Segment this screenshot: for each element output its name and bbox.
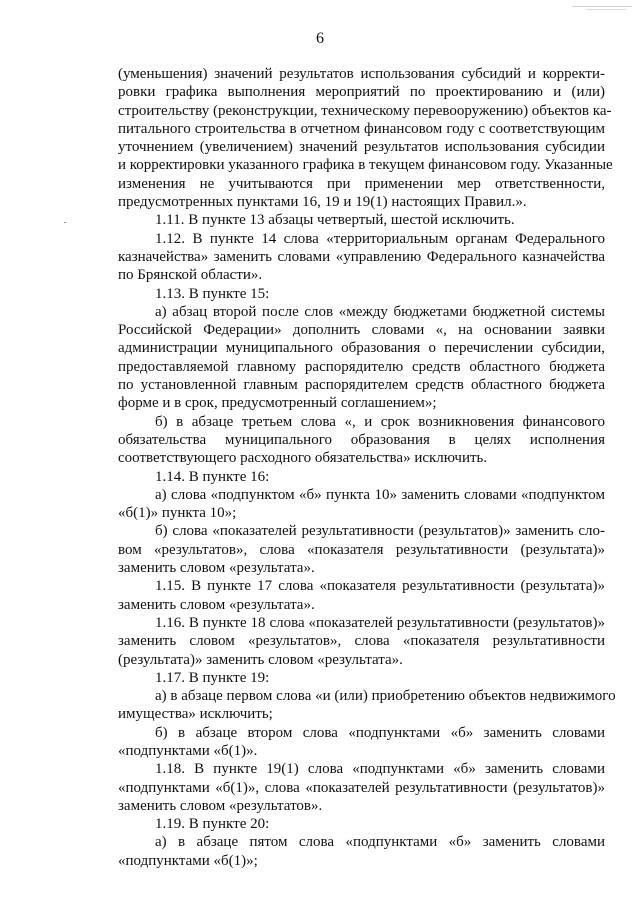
text-line: обязательства муниципального образования в целях исполнения (118, 431, 605, 448)
text-line: «подпунктами «б(1)»; (118, 852, 258, 869)
text-line: вом «результатов», слова «показателя результативности (результата)» (118, 541, 605, 558)
text-line: и корректировки указанного графика в текущем финансовом году. Указанные (118, 157, 613, 174)
text-line: заменить словом «результата». (118, 560, 315, 577)
text-line: ровки графика выполнения мероприятий по проектированию и (или) (118, 84, 605, 101)
text-line: 1.15. В пункте 17 слова «показателя результативности (результата)» (155, 578, 605, 595)
text-line: а) абзац второй после слов «между бюджетами бюджетной системы (155, 303, 605, 320)
text-line: а) в абзаце первом слова «и (или) приобретению объектов недвижимого (155, 688, 616, 705)
text-line: заменить словом «результата». (118, 596, 315, 613)
text-line: а) в абзаце пятом слова «подпунктами «б» заменить словами (155, 834, 605, 851)
text-line: заменить словом «результатов», слова «показателя результативности (118, 633, 605, 650)
scan-speck (64, 222, 66, 223)
text-line: уточнением (увеличением) значений результатов использования субсидии (118, 139, 605, 156)
text-line: б) в абзаце втором слова «подпунктами «б» заменить словами (155, 724, 605, 741)
document-body (118, 65, 616, 870)
text-line: 1.18. В пункте 19(1) слова «подпунктами «б» заменить словами (155, 761, 605, 778)
text-line: Российской Федерации» дополнить словами «, на основании заявки (118, 322, 605, 339)
scan-edge-mark (586, 9, 626, 10)
text-line: а) слова «подпунктом «б» пункта 10» заменить словами «подпунктом (155, 486, 605, 503)
text-line: имущества» исключить; (118, 706, 273, 723)
text-line: (уменьшения) значений результатов использования субсидий и корректи- (118, 66, 605, 82)
text-line: по установленной главным распорядителем средств областного бюджета (118, 377, 605, 394)
text-line: предоставляемой главному распорядителю средств областного бюджета (118, 358, 605, 375)
text-line: 1.19. В пункте 20: (155, 816, 270, 833)
text-line: строительству (реконструкции, техническому перевооружению) объектов ка- (118, 102, 612, 119)
text-line: 1.17. В пункте 19: (155, 669, 270, 686)
text-line: «подпунктами «б(1)». (118, 742, 258, 759)
scan-edge-mark (572, 6, 632, 7)
text-line: «подпунктами «б(1)», слова «показателей результативности (результатов)» (118, 779, 605, 796)
text-line: (результата)» заменить словом «результата». (118, 651, 403, 668)
text-line: заменить словом «результатов». (118, 797, 323, 814)
text-line: соответствующего расходного обязательства» исключить. (118, 450, 488, 467)
text-line: 1.16. В пункте 18 слова «показателей результативности (результатов)» (155, 614, 605, 631)
text-line: форме и в срок, предусмотренный соглашением»; (118, 395, 437, 412)
text-line: 1.13. В пункте 15: (155, 285, 270, 302)
text-line: администрации муниципального образования о перечислении субсидии, (118, 340, 605, 357)
page-number: 6 (316, 30, 324, 47)
text-line: казначейства» заменить словами «управлению Федерального казначейства (118, 248, 605, 265)
text-line: б) в абзаце третьем слова «, и срок возникновения финансового (155, 413, 605, 430)
text-line: 1.12. В пункте 14 слова «территориальным органам Федерального (155, 230, 605, 247)
text-line: 1.14. В пункте 16: (155, 468, 270, 485)
text-line: «б(1)» пункта 10»; (118, 505, 237, 522)
text-line: предусмотренных пунктами 16, 19 и 19(1) настоящих Правил.». (118, 194, 527, 211)
text-line: изменения не учитываются при применении мер ответственности, (118, 175, 605, 192)
text-line: б) слова «показателей результативности (результатов)» заменить сло- (155, 523, 605, 540)
text-line: 1.11. В пункте 13 абзацы четвертый, шестой исключить. (155, 212, 515, 229)
text-line: по Брянской области». (118, 267, 263, 284)
text-line: питального строительства в отчетном финансовом году с соответствующим (118, 120, 605, 137)
